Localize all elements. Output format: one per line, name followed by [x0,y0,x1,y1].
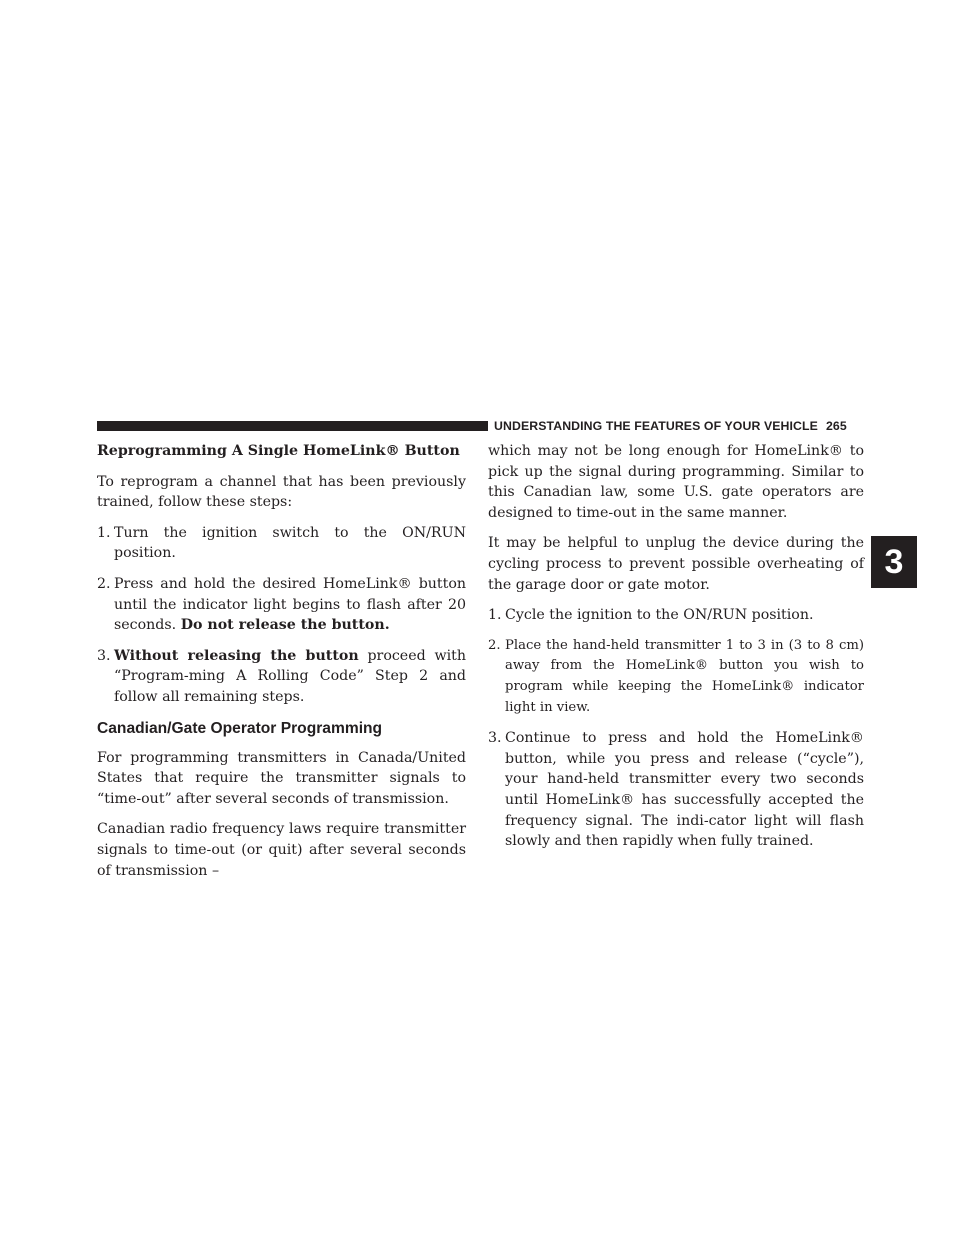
header-title: UNDERSTANDING THE FEATURES OF YOUR VEHICLE [494,419,818,433]
step-item [97,523,466,564]
step-item [488,605,864,626]
left-column [97,441,466,891]
step-text: Cycle the ignition to the ON/RUN position. [505,607,814,624]
step-bold-note: Do not release the button. [180,617,390,634]
paragraph: It may be helpful to unplug the device during the cycling process to prevent possible overheating of the garage door or gate motor. [488,535,864,593]
step-text-wrapper [114,646,466,708]
step-number: 3. [488,730,502,747]
step-item [97,646,466,708]
step-text-wrapper [114,574,466,636]
chapter-tab: 3 [871,536,917,588]
paragraph: Canadian radio frequency laws require transmitter signals to time-out (or quit) after several seconds of transmission – [97,821,466,879]
step-number: 2. [488,637,501,653]
step-number: 1. [97,524,111,541]
step-text: Press and hold the desired HomeLink® button until the indicator light begins to flash after 20 seconds. [114,575,466,634]
header-rule [97,421,488,431]
running-header [494,418,864,434]
step-text: proceed with “Program-ming A Rolling Code” Step 2 and follow all remaining steps. [114,647,466,705]
step-text: Place the hand-held transmitter 1 to 3 in (3 to 8 cm) away from the HomeLink® button you wish to program while keeping the HomeLink® indicator light in view. [505,637,864,715]
section-heading: Canadian/Gate Operator Programming [97,719,383,737]
step-number: 1. [488,607,502,624]
step-text: Continue to press and hold the HomeLink® button, while you press and release (“cycle”), your hand-held transmitter every two seconds until HomeLink® has successfully accepted the frequency signal. The indi-cator light will flash slowly and then rapidly when fully trained. [505,730,864,850]
step-item [97,574,466,636]
page-number: 265 [825,419,847,433]
step-number: 2. [97,575,111,592]
step-bold-lead: Without releasing the button [114,647,359,664]
paragraph: For programming transmitters in Canada/United States that require the transmitter signals to “time-out” after several seconds of transmission. [97,749,466,807]
step-item [488,636,864,718]
step-number: 3. [97,647,111,664]
step-text: Turn the ignition switch to the ON/RUN position. [114,524,466,562]
paragraph-continued: which may not be long enough for HomeLink® to pick up the signal during programming. Similar to this Canadian law, some U.S. gate operators are designed to time-out in the same manner. [488,443,864,521]
right-column [488,441,864,862]
step-item [488,728,864,852]
intro-paragraph: To reprogram a channel that has been previously trained, follow these steps: [97,473,466,511]
subheading-reprogramming: Reprogramming A Single HomeLink® Button [97,443,460,459]
